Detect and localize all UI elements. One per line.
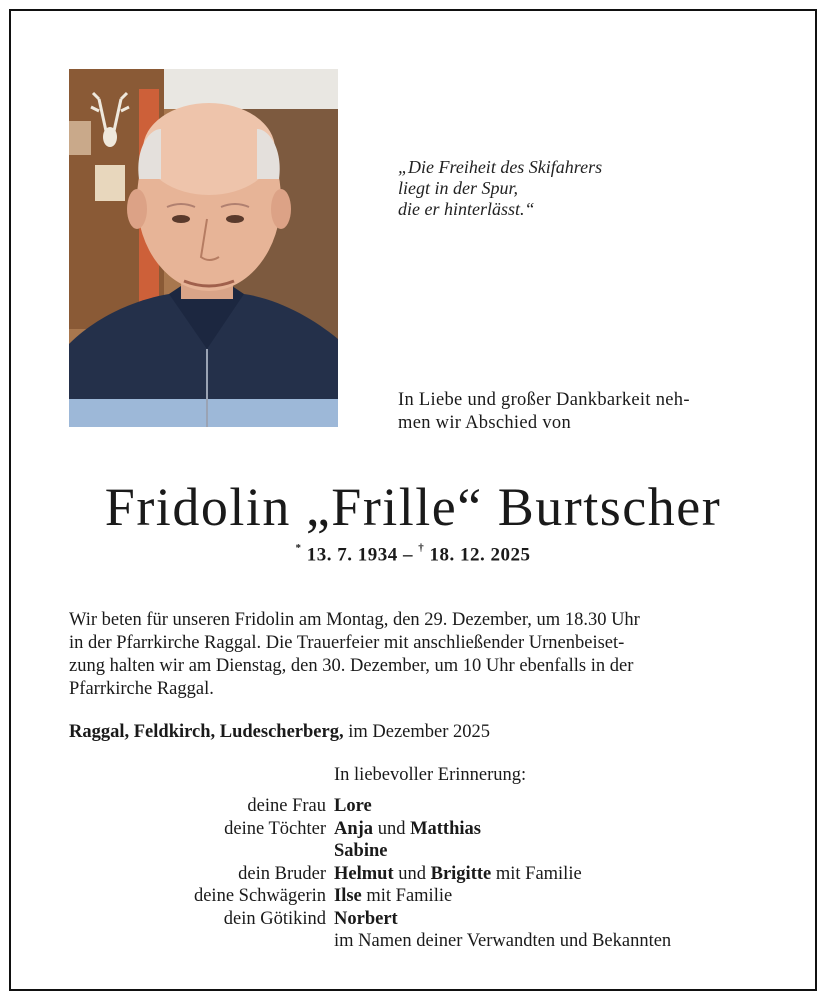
mourner-names	[334, 818, 481, 841]
quote-block	[398, 157, 602, 220]
death-symbol: †	[418, 542, 425, 554]
mourner-name: Helmut	[334, 863, 394, 884]
announcement-line: zung halten wir am Dienstag, den 30. Dezember, um 10 Uhr ebenfalls in der	[69, 656, 634, 676]
portrait-photo	[69, 69, 338, 427]
mourner-row	[0, 795, 826, 818]
mourner-names	[334, 863, 582, 886]
memory-heading: In liebevoller Erinnerung:	[334, 765, 527, 785]
place-and-date	[69, 722, 490, 743]
intro-line: In Liebe und großer Dankbarkeit neh-	[398, 390, 690, 410]
mourner-name: Sabine	[334, 841, 388, 861]
mourner-row	[0, 818, 826, 841]
mourner-name: Norbert	[334, 908, 398, 929]
mourner-names	[334, 840, 387, 863]
mourner-row	[0, 908, 826, 931]
mourner-name: Ilse	[334, 886, 362, 906]
relation-label: deine Frau	[247, 796, 326, 816]
mourners-list	[0, 795, 826, 953]
place-date: im Dezember 2025	[348, 722, 491, 742]
birth-symbol: *	[295, 542, 302, 554]
death-date: 18. 12. 2025	[429, 544, 531, 566]
mourner-name: Lore	[334, 796, 372, 816]
relation-label: deine Töchter	[224, 818, 326, 839]
announcement-line: in der Pfarrkirche Raggal. Die Trauerfeier mit anschließender Urnenbeiset-	[69, 633, 625, 653]
announcement-line: Pfarrkirche Raggal.	[69, 679, 214, 699]
mourner-name: Brigitte	[430, 863, 492, 884]
place-towns: Raggal, Feldkirch, Ludescherberg,	[69, 722, 344, 742]
mourner-name: Anja	[334, 818, 374, 839]
mourner-names	[334, 908, 398, 931]
relation-label: deine Schwägerin	[193, 886, 326, 906]
intro-line: men wir Abschied von	[398, 413, 571, 433]
conjunction: und	[398, 863, 426, 884]
mourner-row	[0, 885, 826, 908]
intro-text	[398, 389, 758, 435]
conjunction: und	[377, 818, 406, 839]
announcement-text	[69, 609, 759, 701]
family-suffix: mit Familie	[366, 886, 453, 906]
relation-label: dein Götikind	[223, 908, 326, 929]
birth-date: 13. 7. 1934	[306, 544, 398, 566]
life-dates	[0, 544, 826, 566]
mourner-name: Matthias	[410, 818, 481, 839]
mourner-names	[334, 885, 452, 908]
family-suffix: mit Familie	[495, 863, 582, 884]
quote-line: liegt in der Spur,	[398, 178, 518, 198]
deceased-name: Fridolin „Frille“ Burtscher	[104, 477, 722, 537]
date-separator: –	[403, 544, 413, 566]
announcement-line: Wir beten für unseren Fridolin am Montag, den 29. Dezember, um 18.30 Uhr	[69, 610, 640, 630]
relation-label: dein Bruder	[238, 863, 326, 884]
quote-line: die er hinterlässt.“	[398, 199, 535, 219]
quote-line: „Die Freiheit des Skifahrers	[398, 157, 603, 177]
mourner-row	[0, 863, 826, 886]
mourner-row	[0, 840, 826, 863]
mourner-row	[0, 930, 826, 953]
mourner-names	[334, 795, 372, 818]
closing-line: im Namen deiner Verwandten und Bekannten	[334, 931, 672, 951]
